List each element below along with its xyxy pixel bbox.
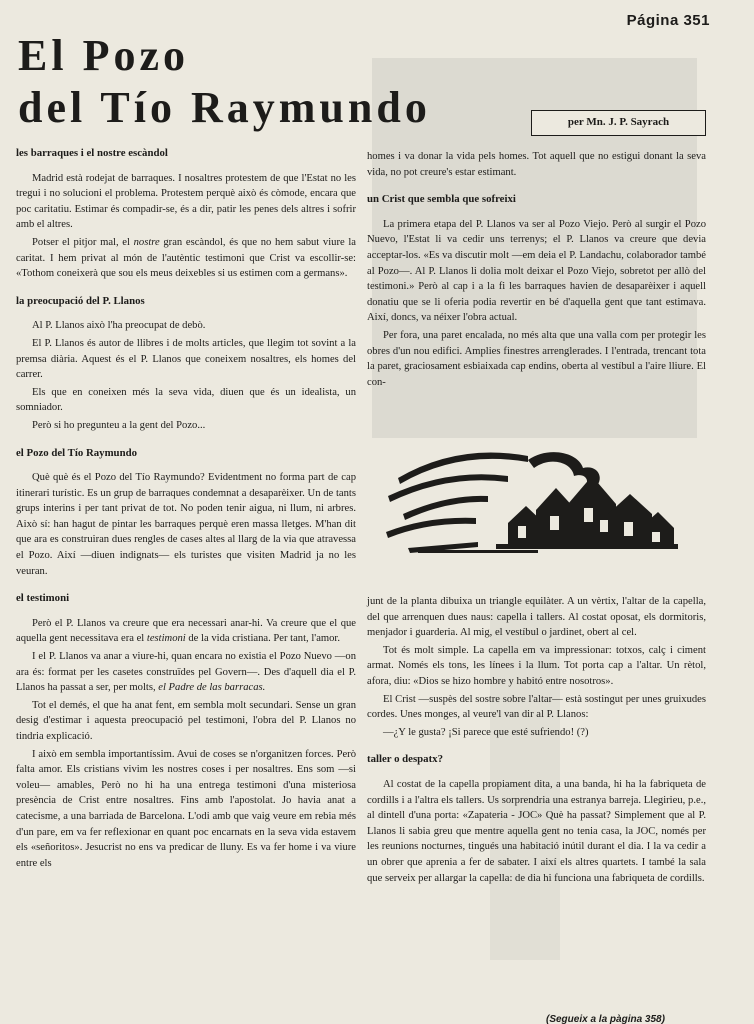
article-title (18, 30, 431, 134)
paragraph: I això em sembla importantíssim. Avui de coses se n'organitzen forces. Però falta amor. Els cristians vivim les nostres coses i per nosaltres. Ens som —si voleu— amables, Però no hi ha una entrega testimoni d'una misteriosa presència de Crist entre nosaltres. Fins amb l'apostolat. Jo havia anat a catecisme, a una barriada de Barcelona. L'odi amb que vaig veure em rebia més d'un pare, em va fer reflexionar en quant poc encarnats en la seva vida estavem els «señoritos». Jesucrist no ens va predicar de lluny. Es va fer home i va viure entre els (16, 748, 356, 869)
paragraph: Potser el pitjor mal, el nostre gran escàndol, és que no hem sabut viure la caritat. I hem privat al món de l'autèntic testimoni que Crist va escollir-se: «Tothom coneixerà que sou els meus deixebles si us estimen com a germans». (16, 236, 356, 280)
paragraph: Tot el demés, el que ha anat fent, em sembla molt secundari. Sense un gran desig d'estimar i aquesta preocupació pel testimoni, l'obra del P. Llanos no tindria explicació. (16, 699, 356, 742)
paragraph: Els que en coneixen més la seva vida, diuen que és un idealista, un somniador. (16, 386, 356, 414)
paragraph: I el P. Llanos va anar a viure-hi, quan encara no existia el Pozo Nuevo —on ara és: format per les casetes construïdes pel Govern—. Des d'aquell dia el P. Llanos ha passat a ser, per molts, el Padre de las barracas. (16, 651, 356, 694)
section-heading: el Pozo del Tío Raymundo (16, 446, 137, 459)
paragraph: Per fora, una paret encalada, no més alta que una valla com per protegir les obres d'un nou edifici. Amplies finestres arrenglerades. I l'entrada, trencant tota la paret, graciosament esbiaixada cap endins, oberta al vestíbul a l'aire lliure. El con- (367, 329, 706, 388)
section-heading: les barraques i el nostre escàndol (16, 147, 168, 159)
paragraph: Tot és molt simple. La capella em va impressionar: totxos, calç i ciment armat. Només els tons, les línees i la llum. Tot porta cap a l'altar. Un rètol, afora, diu: «Dios se hizo hombre y habitó entre nosotros». (367, 644, 706, 687)
paragraph: junt de la planta dibuixa un triangle equilàter. A un vèrtix, l'altar de la capella, del que arrenquen dues naus: capella i tallers. Al costat oposat, els dormitoris, menjador i guarderia. Al mig, el vestíbul o jardinet, obert al cel. (367, 596, 706, 639)
page-number: Página 351 (626, 12, 710, 29)
right-column-top (367, 149, 706, 392)
right-column-bottom (367, 594, 706, 888)
paragraph: Però el P. Llanos va creure que era necessari anar-hi. Va creure que el que aquella gent necessitava era el testimoni de la vida cristiana. Per tant, l'amor. (16, 617, 356, 645)
village-illustration (378, 438, 678, 573)
paragraph: Què què és el Pozo del Tío Raymundo? Evidentment no forma part de cap itinerari turístic. Es un grup de barraques condemnat a desaparèixer. Un de tants grups interins i per tant privat de tot. No poden tenir aigua, ni llum, ni arbres. Això sí: han hagut de pintar les barraques perquè eren massa lletges. M'han dit que ara es construiran dues rengles de cases altes al llarg de la via que atravessa el Pozo. Així —diuen indignats— els turistes que visiten Madrid ja no les veuran. (16, 472, 356, 577)
section-heading: taller o despatx? (367, 753, 443, 766)
title-line-1: El Pozo (18, 31, 189, 80)
continuation-note: (Segueix a la pàgina 358) (546, 1014, 665, 1024)
paragraph: homes i va donar la vida pels homes. Tot aquell que no estigui donant la seva vida, no pot creure's estar estimant. (367, 151, 706, 178)
left-column (16, 146, 356, 873)
paragraph: El P. Llanos és autor de llibres i de molts articles, que llegim tot sovint a la premsa diària. Aquest és el P. Llanos que coneixem nosaltres, els homes del carrer. (16, 337, 356, 381)
paragraph: Al P. Llanos això l'ha preocupat de debò. (32, 320, 206, 332)
paragraph: Però si ho pregunteu a la gent del Pozo... (32, 419, 206, 431)
section-heading: la preocupació del P. Llanos (16, 294, 145, 307)
section-heading: un Crist que sembla que sofreixi (367, 193, 516, 206)
paragraph: —¿Y le gusta? ¡Si parece que esté sufriendo! (?) (383, 726, 589, 738)
paragraph: El Crist —suspès del sostre sobre l'altar— està sostingut per unes gruixudes cordes. Unes monges, al veure'l van dir al P. Llanos: (367, 693, 706, 721)
section-heading: el testimoni (16, 592, 70, 605)
author-byline: per Mn. J. P. Sayrach (531, 110, 706, 136)
title-line-2: del Tío Raymundo (18, 83, 431, 132)
paragraph: Madrid està rodejat de barraques. I nosaltres protestem de que l'Estat no les tregui i no solucioni el problema. Protestem perquè això és còmode, encara que poc caritatiu. Estimar és compadir-se, és a dir, patir les penes dels altres i sofrir amb el altres. (16, 172, 356, 231)
paragraph: Al costat de la capella propiament dita, a una banda, hi ha la fabriqueta de cordills i a l'altra els tallers. Us sorprendria una estranya barreja. Llegirieu, p.e., al dintell d'una porta: «Zapateria - JOC» Què ha passat? Simplement que al P. Llanos li sabia greu que mentre aquella gent no tenia casa, la JOC, només per les reunions nocturnes, tingués una habitació inútil durant el dia. I la va cedir a un obrer que aprenia a fer de sabater. I així els altres quartets. I també la sala que serveix per allargar la capella: de dia hi funciona una fabriqueta de cordills. (367, 778, 706, 884)
paragraph: La primera etapa del P. Llanos va ser al Pozo Viejo. Però al surgir el Pozo Nuevo, l'Estat li va cedir uns terrenys; el P. Llanos va creure que devia acceptar-los. «Es va discutir molt —em deia el P. Landachu, colaborador també al Pozo—. Al P. Llanos li dolia molt deixar el Pozo Viejo, sobretot per allò del testimoni.» Però al cap i a la fi les barraques havien de desaparèixer i aquell donatiu que se li oferia podia revertir en bé d'aquella gent que tant estimava. Així, doncs, va néixer l'obra actual. (367, 218, 706, 324)
